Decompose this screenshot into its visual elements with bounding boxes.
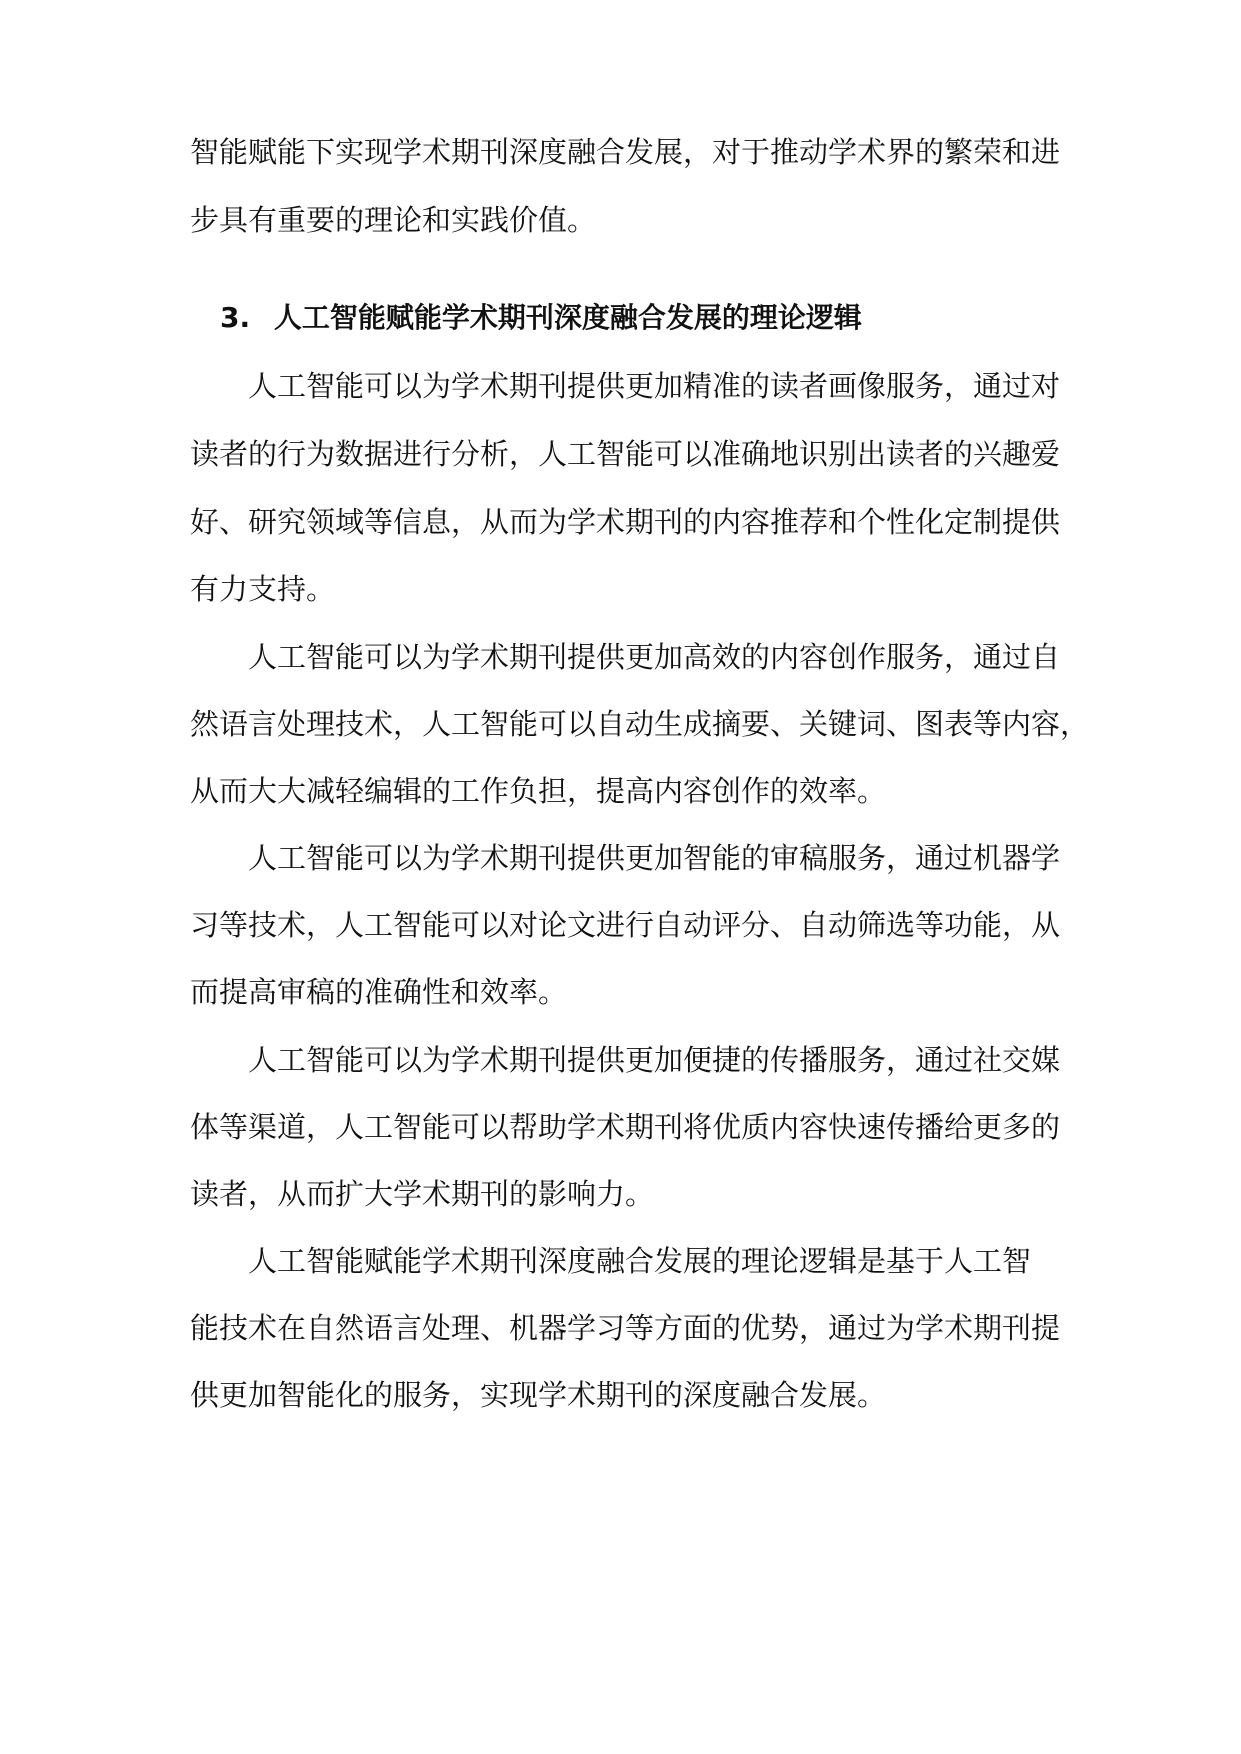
text-line: 体等渠道，人工智能可以帮助学术期刊将优质内容快速传播给更多的 [190,1110,1061,1144]
text-line: 智能赋能下实现学术期刊深度融合发展，对于推动学术界的繁荣和进 [190,135,1061,169]
text-line: 而提高审稿的准确性和效率。 [190,975,568,1009]
text-line: 读者的行为数据进行分析，人工智能可以准确地识别出读者的兴趣爱 [190,437,1061,471]
text-line: 步具有重要的理论和实践价值。 [190,203,597,237]
text-line: 供更加智能化的服务，实现学术期刊的深度融合发展。 [190,1378,887,1412]
section-number: 3. [220,301,251,334]
text-line: 能技术在自然语言处理、机器学习等方面的优势，通过为学术期刊提 [190,1311,1061,1345]
text-line: 人工智能可以为学术期刊提供更加精准的读者画像服务，通过对 [248,369,1061,403]
text-line: 从而大大减轻编辑的工作负担，提高内容创作的效率。 [190,774,887,808]
text-line: 然语言处理技术，人工智能可以自动生成摘要、关键词、图表等内容， [190,707,1090,741]
text-line: 人工智能可以为学术期刊提供更加便捷的传播服务，通过社交媒 [248,1043,1061,1077]
text-line: 好、研究领域等信息，从而为学术期刊的内容推荐和个性化定制提供 [190,505,1061,539]
text-line: 人工智能可以为学术期刊提供更加智能的审稿服务，通过机器学 [248,841,1061,875]
text-line: 人工智能赋能学术期刊深度融合发展的理论逻辑是基于人工智 [248,1244,1032,1278]
text-line: 有力支持。 [190,572,336,606]
text-line: 读者，从而扩大学术期刊的影响力。 [190,1177,655,1211]
text-line: 人工智能可以为学术期刊提供更加高效的内容创作服务，通过自 [248,640,1061,674]
text-line: 习等技术，人工智能可以对论文进行自动评分、自动筛选等功能，从 [190,908,1061,942]
section-title: 人工智能赋能学术期刊深度融合发展的理论逻辑 [273,301,862,334]
section-heading [220,300,862,336]
